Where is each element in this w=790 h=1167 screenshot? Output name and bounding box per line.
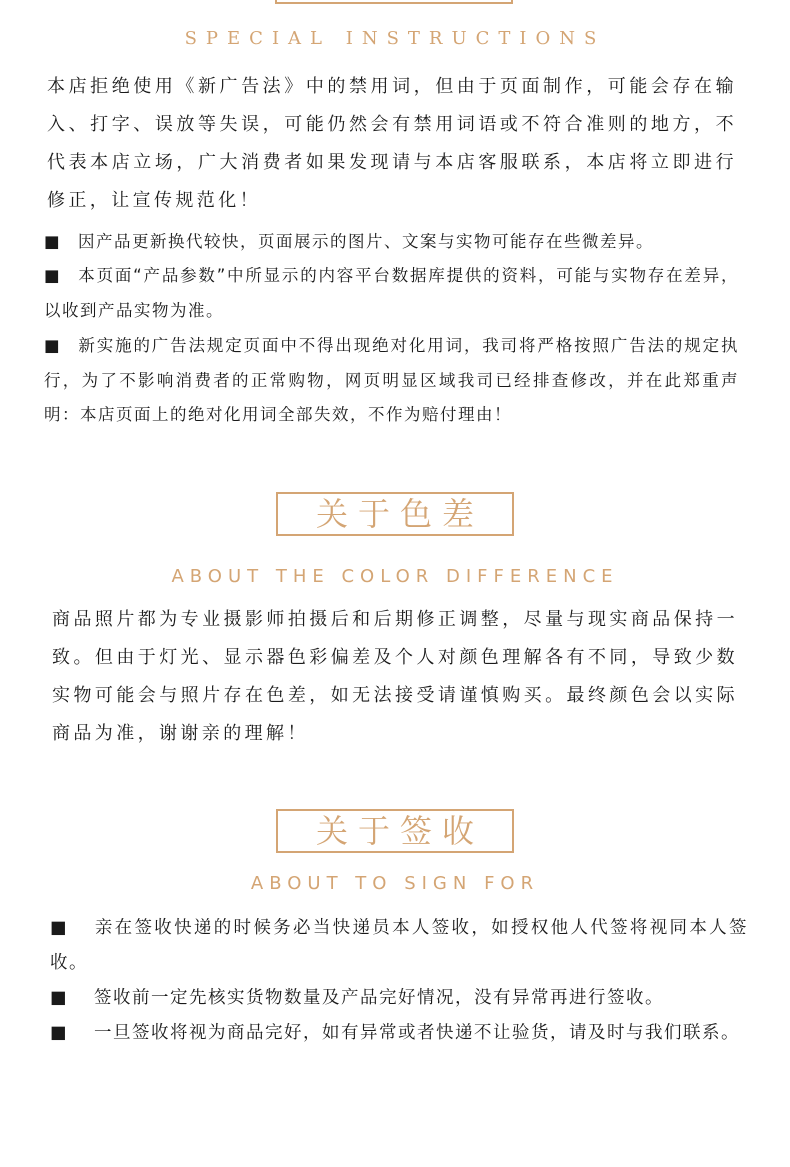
- special-bullet-3: ■ 新实施的广告法规定页面中不得出现绝对化用词，我司将严格按照广告法的规定执行，为了不影响消费者的正常购物，网页明显区域我司已经排查修改，并在此郑重声明：本店页面上的绝对化用词全部失效，不作为赔付理由！: [44, 329, 739, 433]
- color-difference-paragraph: 商品照片都为专业摄影师拍摄后和后期修正调整，尽量与现实商品保持一致。但由于灯光、显示器色彩偏差及个人对颜色理解各有不同，导致少数实物可能会与照片存在色差，如无法接受请谨慎购买。最终颜色会以实际商品为准，谢谢亲的理解！: [52, 609, 738, 744]
- sign-for-subtitle: ABOUT TO SIGN FOR: [250, 873, 540, 894]
- special-paragraph: 本店拒绝使用《新广告法》中的禁用词，但由于页面制作，可能会存在输入、打字、误放等失误，可能仍然会有禁用词语或不符合准则的地方，不代表本店立场，广大消费者如果发现请与本店客服联系，本店将立即进行修正，让宣传规范化！: [47, 76, 737, 211]
- bullet-square-icon: ■: [50, 1023, 69, 1043]
- sign-bullet-1: ■ 亲在签收快递的时候务必当快递员本人签收，如授权他人代签将视同本人签收。: [50, 911, 748, 981]
- bullet-square-icon: ■: [44, 266, 62, 285]
- sign-bullet-3: ■ 一旦签收将视为商品完好，如有异常或者快递不让验货，请及时与我们联系。: [50, 1016, 748, 1051]
- special-instructions-subtitle: SPECIAL INSTRUCTIONS: [184, 28, 606, 49]
- special-bullet-2: ■ 本页面“产品参数”中所显示的内容平台数据库提供的资料，可能与实物存在差异，以收到产品实物为准。: [44, 259, 739, 328]
- sign-for-title-box: [276, 809, 514, 853]
- color-difference-title-box: [276, 492, 514, 536]
- special-bullet-1: ■ 因产品更新换代较快，页面展示的图片、文案与实物可能存在些微差异。: [44, 225, 739, 260]
- sign-for-title: 关于签收: [315, 812, 484, 850]
- bullet-square-icon: ■: [44, 336, 62, 355]
- sign-bullet-2: ■ 签收前一定先核实货物数量及产品完好情况，没有异常再进行签收。: [50, 981, 748, 1016]
- color-difference-title: 关于色差: [315, 495, 484, 533]
- color-difference-subtitle: ABOUT THE COLOR DIFFERENCE: [171, 566, 619, 587]
- bullet-square-icon: ■: [50, 918, 69, 938]
- top-title-frame: [275, 0, 513, 4]
- bullet-square-icon: ■: [44, 232, 62, 251]
- bullet-square-icon: ■: [50, 988, 69, 1008]
